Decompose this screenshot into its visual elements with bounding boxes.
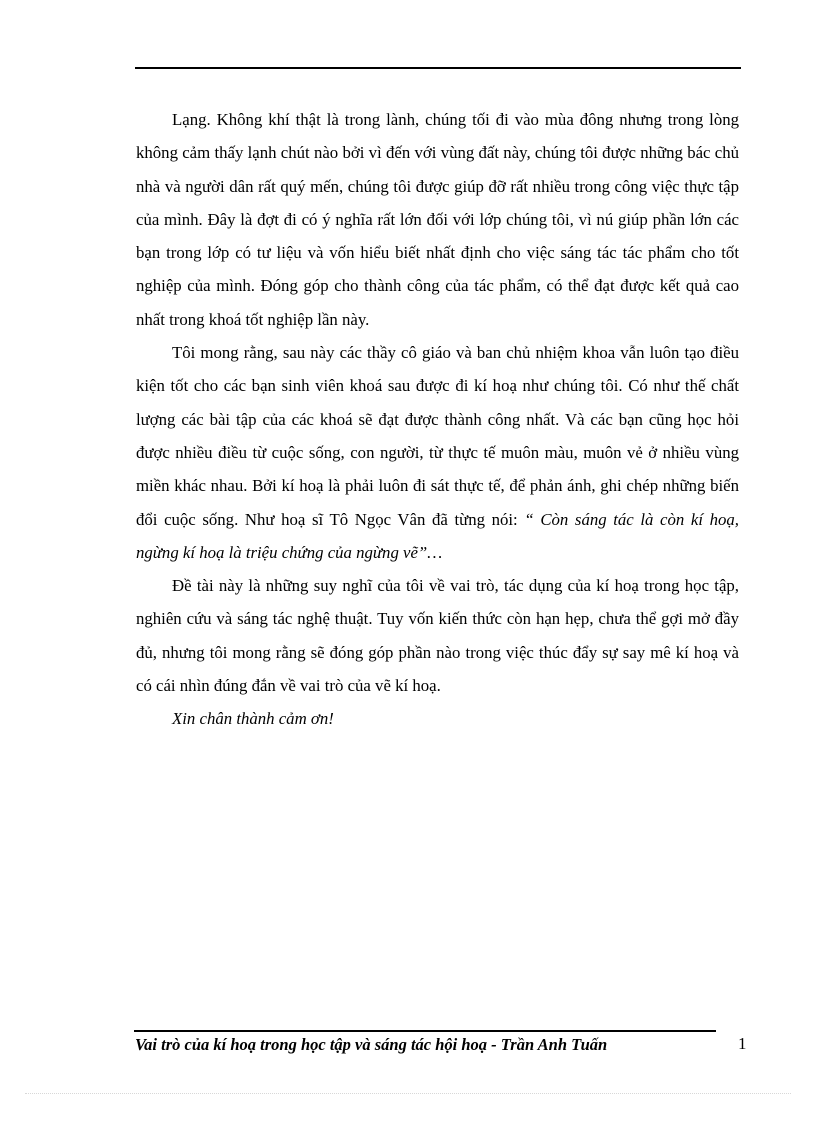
paragraph-3: Đề tài này là những suy nghĩ của tôi về vai trò, tác dụng của kí hoạ trong học tập, nghiên cứu và sáng tác nghệ thuật. Tuy vốn kiến thức còn hạn hẹp, chưa thể gợi mở đầy đủ, nhưng tôi mong rằng sẽ đóng góp phần nào trong việc thúc đẩy sự say mê kí hoạ và có cái nhìn đúng đắn về vai trò của vẽ kí hoạ. [136,576,739,696]
footer-title: Vai trò của kí hoạ trong học tập và sáng tác hội hoạ - Trần Anh Tuấn [135,1035,608,1054]
page-edge-divider [25,1093,791,1094]
header-rule [135,67,741,69]
closing-line: Xin chân thành cảm ơn! [172,709,334,729]
paragraph-2 [136,336,739,569]
footer-rule [134,1030,716,1032]
document-body [136,103,739,736]
page-number: 1 [738,1034,747,1053]
quote-text: “ Còn sáng tác là còn kí hoạ, ngừng kí hoạ là triệu chứng của ngừng vẽ”… [136,509,739,562]
paragraph-1: Lạng. Không khí thật là trong lành, chúng tối đi vào mùa đông nhưng trong lòng không cảm thấy lạnh chút nào bởi vì đến với vùng đất này, chúng tôi được những bác chủ nhà và người dân rất quý mến, chúng tôi được giúp đỡ rất nhiều trong công việc thực tập của mình. Đây là đợt đi có ý nghĩa rất lớn đối với lớp chúng tôi, vì nú giúp phần lớn các bạn trong lớp có tư liệu và vốn hiểu biết nhất định cho việc sáng tác tác phẩm cho tốt nghiệp của mình. Đóng góp cho thành công của tác phẩm, có thể đạt được kết quả cao nhất trong khoá tốt nghiệp lần này. [136,110,739,329]
paragraph-2-text: Tôi mong rằng, sau này các thầy cô giáo và ban chủ nhiệm khoa vẫn luôn tạo điều kiện tốt cho các bạn sinh viên khoá sau được đi kí hoạ như chúng tôi. Có như thế chất lượng các bài tập của các khoá sẽ đạt được thành công nhất. Và các bạn cũng học hỏi được nhiều điều từ cuộc sống, con người, từ thực tế muôn màu, muôn vẻ ở nhiều vùng miền khác nhau. Bởi kí hoạ là phải luôn đi sát thực tế, để phản ánh, ghi chép những biến đổi cuộc sống. Như hoạ sĩ Tô Ngọc Vân đã từng nói: [136,343,739,529]
